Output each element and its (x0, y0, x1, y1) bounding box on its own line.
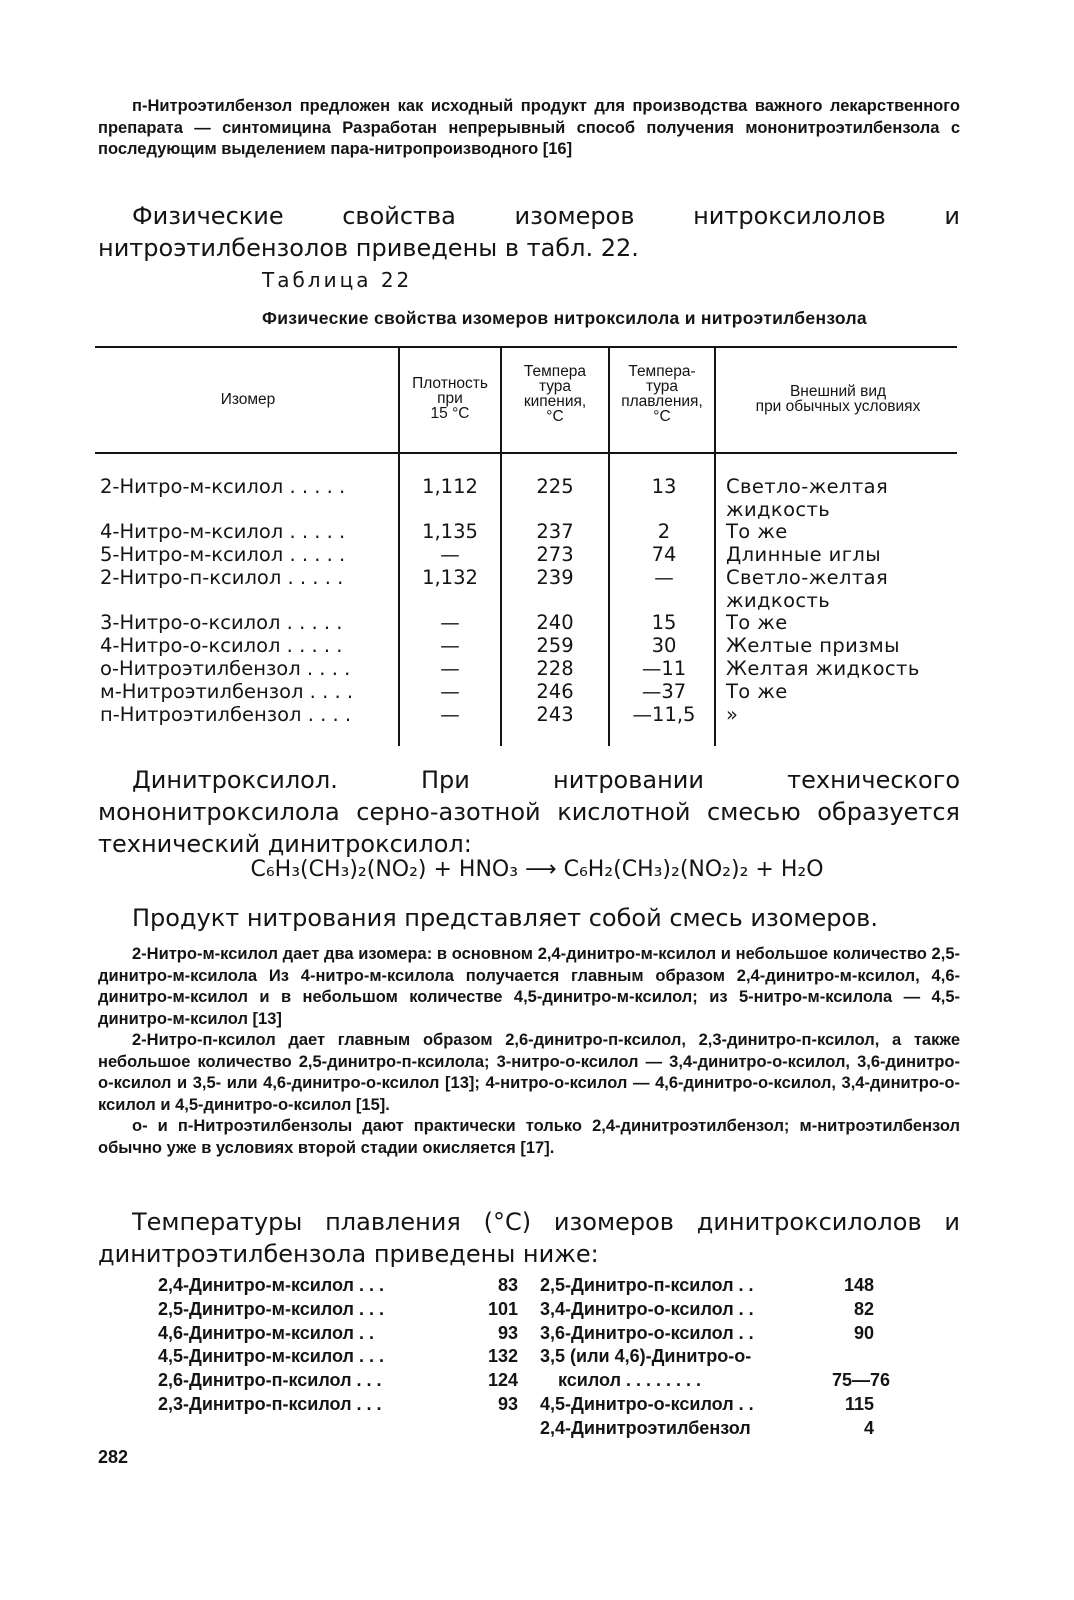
density-value: — (440, 634, 460, 657)
dinitro-paragraph: Динитроксилол. При нитровании технического мононитроксилола серно-азотной кислотной смесью образуется технический динитроксилол: (98, 766, 960, 858)
nitration-equation: C₆H₃(CH₃)₂(NO₂) + HNO₃ ⟶ C₆H₂(CH₃)₂(NO₂)₂ + H₂O (250, 857, 824, 882)
isomer-name: 2-Нитро-п-ксилол . . . . . (100, 566, 344, 589)
density-value: 1,132 (422, 566, 478, 589)
list-item: 2,5-Динитро-п-ксилол . . 148 (540, 1275, 874, 1295)
list-item: 4,5-Динитро-м-ксилол . . . 132 (158, 1346, 518, 1367)
appearance-value: Светло-желтая жидкость (726, 566, 889, 612)
boiling-value: 240 (536, 611, 574, 634)
boiling-value: 225 (536, 475, 574, 498)
table-title: Физические свойства изомеров нитроксилола и нитроэтилбензола (262, 308, 867, 328)
isomer-name: 4-Нитро-о-ксилол . . . . . (100, 634, 343, 657)
isomer-name: 4-Нитро-м-ксилол . . . . . (100, 520, 346, 543)
list-item: 4,6-Динитро-м-ксилол . . 93 (158, 1322, 518, 1343)
melting-list-left (158, 1274, 518, 1417)
header-melting: Темпера- тура плавления, °С (621, 363, 703, 425)
list-item: 2,5-Динитро-м-ксилол . . . 101 (158, 1298, 518, 1319)
isomer-name: м-Нитроэтилбензол . . . . (100, 680, 354, 703)
appearance-value: Длинные иглы (726, 543, 882, 566)
isomer-name: 2-Нитро-м-ксилол . . . . . (100, 475, 346, 498)
isomer-name: п-Нитроэтилбензол . . . . (100, 703, 352, 726)
table-top-rule (95, 346, 957, 348)
list-item: 2,3-Динитро-п-ксилол . . . 93 (158, 1393, 518, 1414)
boiling-value: 273 (536, 543, 574, 566)
product-paragraph: Продукт нитрования представляет собой смесь изомеров. (132, 904, 878, 932)
table-caption: Таблица 22 (262, 268, 413, 292)
melting-list-right (540, 1274, 890, 1441)
boiling-value: 228 (536, 657, 574, 680)
table-intro-paragraph: Физические свойства изомеров нитроксилолов и нитроэтилбензолов приведены в табл. 22. (98, 202, 960, 262)
density-value: 1,135 (422, 520, 478, 543)
melting-value: 30 (651, 634, 677, 657)
list-item: 3,6-Динитро-о-ксилол . . 90 (540, 1322, 874, 1343)
list-item: 2,4-Динитро-м-ксилол . . . 83 (158, 1275, 518, 1295)
appearance-value: Желтые призмы (726, 634, 900, 657)
melting-value: — (654, 566, 674, 589)
list-item: 2,4-Динитроэтилбензол 4 (540, 1417, 874, 1438)
list-item: 2,6-Динитро-п-ксилол . . . 124 (158, 1370, 518, 1391)
appearance-value: Светло-желтая жидкость (726, 475, 889, 521)
boiling-value: 239 (536, 566, 574, 589)
list-item: 3,5 (или 4,6)-Динитро-о- (540, 1346, 752, 1367)
header-density: Плотность при 15 °С (412, 375, 488, 422)
table-header-rule (95, 452, 957, 454)
density-value: — (440, 543, 460, 566)
isomer-name: 3-Нитро-о-ксилол . . . . . (100, 611, 343, 634)
melting-value: —11,5 (632, 703, 696, 726)
list-item: ксилол . . . . . . . . 75—76 (558, 1370, 890, 1391)
density-value: — (440, 657, 460, 680)
appearance-value: Желтая жидкость (726, 657, 920, 680)
melting-value: 15 (651, 611, 677, 634)
boiling-value: 237 (536, 520, 574, 543)
boiling-value: 246 (536, 680, 574, 703)
list-item: 3,4-Динитро-о-ксилол . . 82 (540, 1298, 874, 1319)
appearance-value: То же (726, 680, 788, 703)
density-value: — (440, 703, 460, 726)
density-value: — (440, 680, 460, 703)
header-isomer: Изомер (220, 391, 276, 408)
appearance-value: То же (726, 611, 788, 634)
melting-value: 13 (651, 475, 677, 498)
melting-value: —11 (641, 657, 687, 680)
detail-paragraphs: 2-Нитро-м-ксилол дает два изомера: в основном 2,4-динитро-м-ксилол и небольшое количество 2,5-динитро-м-ксилола Из 4-нитро-м-ксилола получается главным образом 2,4-динитро-м-ксилол, 4,6-динитро-м-ксилол и в небольшом количестве 4,5-динитро-м-ксилол; из 5-нитро-м-ксилола — 4,5-динитро-м-ксилол [13] 2-Нитро-п-ксилол дает главным образом 2,6-динитро-п-ксилол, 2,3-динитро-п-ксилол, а также небольшое количество 2,5-динитро-п-ксилола; 3-нитро-о-ксилол — 3,4-динитро-о-ксилол, 3,6-динитро-о-ксилол и 3,5- или 4,6-динитро-о-ксилол [13]; 4-нитро-о-ксилол — 4,6-динитро-о-ксилол, 3,4-динитро-о-ксилол и 4,5-динитро-о-ксилол [15]. о- и п-Нитроэтилбензолы дают практически только 2,4-динитроэтилбензол; м-нитроэтилбензол обычно уже в условиях второй стадии окисляется [17]. (98, 945, 960, 1157)
melting-value: 2 (657, 520, 671, 543)
intro-paragraph: п-Нитроэтилбензол предложен как исходный продукт для производства важного лекарственного препарата — синтомицина Разработан непрерывный способ получения мононитроэтилбензола с последующим выделением пара-нитропроизводного [16] (98, 97, 960, 158)
density-value: — (440, 611, 460, 634)
boiling-value: 259 (536, 634, 574, 657)
melting-value: —37 (641, 680, 687, 703)
melting-value: 74 (651, 543, 677, 566)
appearance-value: » (726, 703, 739, 726)
page-number: 282 (98, 1447, 129, 1467)
header-appearance: Внешний вид при обычных условиях (755, 383, 921, 415)
boiling-value: 243 (536, 703, 574, 726)
appearance-value: То же (726, 520, 788, 543)
list-item: 4,5-Динитро-о-ксилол . . 115 (540, 1393, 874, 1414)
isomer-name: о-Нитроэтилбензол . . . . (100, 657, 351, 680)
isomer-name: 5-Нитро-м-ксилол . . . . . (100, 543, 346, 566)
header-boiling: Темпера тура кипения, °С (523, 363, 587, 425)
density-value: 1,112 (422, 475, 478, 498)
melting-intro-paragraph: Температуры плавления (°С) изомеров динитроксилолов и динитроэтилбензола приведены ниже: (98, 1208, 960, 1268)
